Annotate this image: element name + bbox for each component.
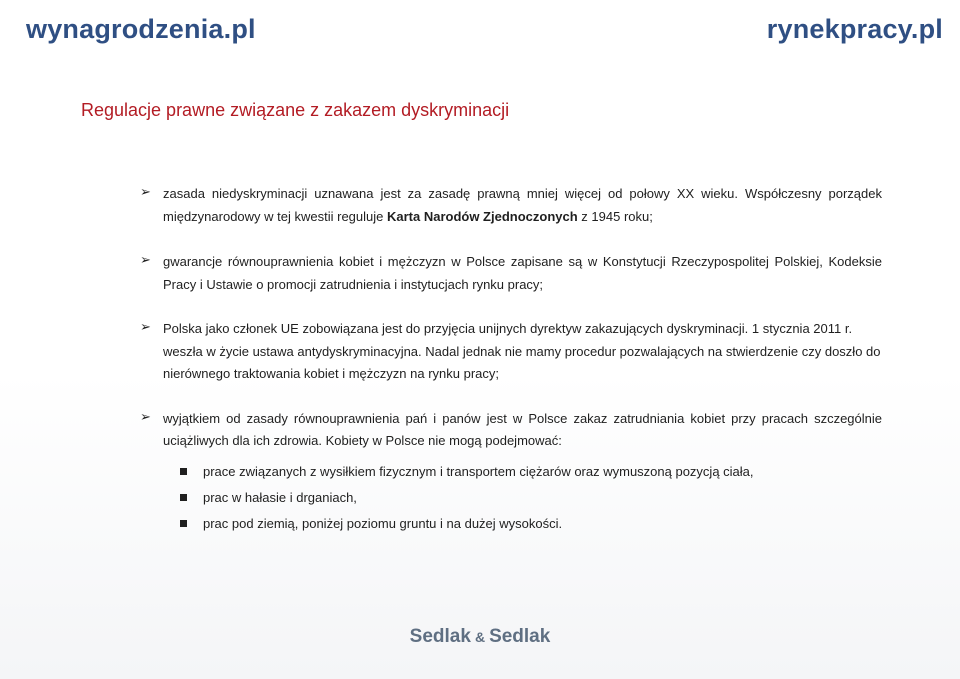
header <box>0 0 960 60</box>
bullet-bold-text: Karta Narodów Zjednoczonych <box>386 208 578 224</box>
sub-list-text: prace związanych z wysiłkiem fizycznym i transportem ciężarów oraz wymuszoną pozycją ciała, <box>203 463 754 479</box>
brand-logo-rynekpracy[interactable]: rynekpracy.pl <box>766 14 943 44</box>
bullet-item-1 <box>140 183 882 228</box>
sub-list-text: prac w hałasie i drganiach, <box>203 489 357 505</box>
sub-list-item <box>180 485 882 511</box>
sub-list-item <box>180 459 882 485</box>
brand-logo-wynagrodzenia[interactable]: wynagrodzenia.pl <box>26 14 256 44</box>
bullet-list <box>140 183 882 537</box>
arrow-bullet-icon: ➢ <box>140 253 151 268</box>
arrow-bullet-icon: ➢ <box>140 320 151 335</box>
bullet-text: gwarancje równouprawnienia kobiet i mężczyzn w Polsce zapisane są w Konstytucji Rzeczypospolitej Polskiej, Kodeksie Pracy i Ustawie o promocji zatrudnienia i instytucjach rynku pracy; <box>163 254 882 292</box>
bullet-text: wyjątkiem od zasady równouprawnienia pań i panów jest w Polsce zakaz zatrudniania kobiet przy pracach szczególnie uciążliwych dla ich zdrowia. Kobiety w Polsce nie mogą podejmować: <box>163 410 882 448</box>
sub-list <box>180 459 882 537</box>
footer-logo <box>0 626 960 648</box>
bullet-text: zasada niedyskryminacji uznawana jest za zasadę prawną mniej więcej od połowy XX wieku. Współczesny porządek międzynarodowy w tej kwestii reguluje <box>163 186 882 224</box>
footer-name-2: Sedlak <box>489 626 551 647</box>
footer-ampersand: & <box>474 629 486 645</box>
bullet-item-3 <box>140 318 882 386</box>
bullet-item-2 <box>140 251 882 296</box>
sub-list-text: prac pod ziemią, poniżej poziomu gruntu i na dużej wysokości. <box>203 515 563 531</box>
sub-list-item <box>180 511 882 537</box>
arrow-bullet-icon: ➢ <box>140 409 151 425</box>
page-title: Regulacje prawne związane z zakazem dyskryminacji <box>81 100 510 120</box>
square-bullet-icon <box>180 468 187 475</box>
arrow-bullet-icon: ➢ <box>140 185 151 200</box>
square-bullet-icon <box>180 494 187 501</box>
bullet-item-4 <box>140 408 882 453</box>
bullet-text: Polska jako członek UE zobowiązana jest do przyjęcia unijnych dyrektyw zakazujących dyskryminacji. 1 stycznia 2011 r. weszła w życie ustawa antydyskryminacyjna. Nadal jednak nie mamy procedur pozwalających na stwierdzenie czy doszło do nierównego traktowania kobiet i mężczyzn na rynku pracy; <box>163 321 881 381</box>
square-bullet-icon <box>180 520 187 527</box>
footer-name-1: Sedlak <box>409 626 471 647</box>
bullet-text: z 1945 roku; <box>577 208 653 224</box>
